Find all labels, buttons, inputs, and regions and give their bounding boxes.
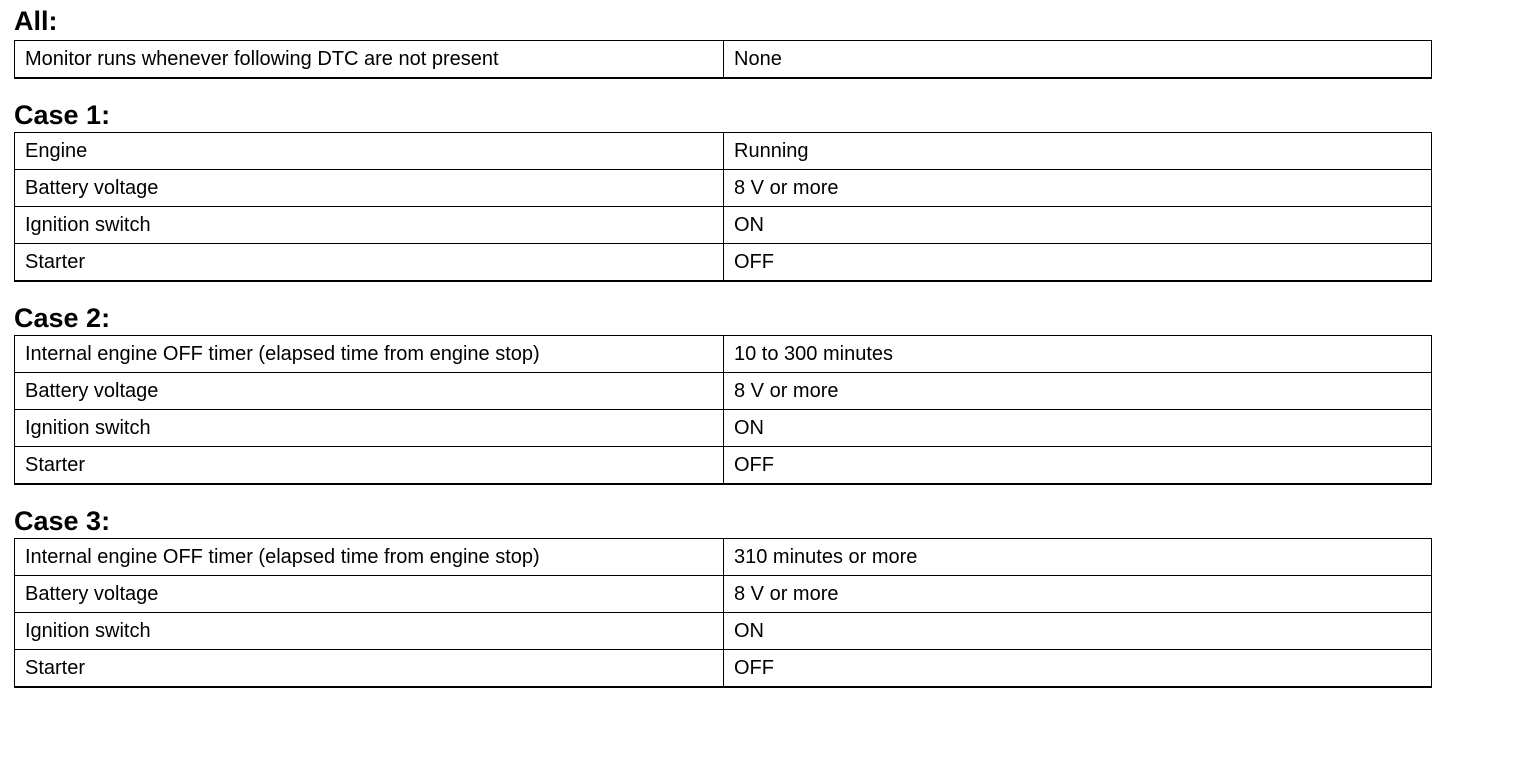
condition-label: Ignition switch bbox=[15, 207, 724, 244]
table-row bbox=[15, 133, 1432, 170]
condition-value: 8 V or more bbox=[724, 576, 1432, 613]
condition-label: Battery voltage bbox=[15, 373, 724, 410]
condition-label: Ignition switch bbox=[15, 613, 724, 650]
table-row bbox=[15, 207, 1432, 244]
document-body bbox=[14, 0, 1431, 688]
condition-value: None bbox=[724, 41, 1432, 79]
table-row bbox=[15, 244, 1432, 282]
table-row bbox=[15, 410, 1432, 447]
table-row bbox=[15, 576, 1432, 613]
section-heading-case-2: Case 2: bbox=[14, 303, 111, 333]
condition-label: Internal engine OFF timer (elapsed time from engine stop) bbox=[15, 539, 724, 576]
condition-value: OFF bbox=[724, 447, 1432, 485]
conditions-table-all bbox=[14, 40, 1432, 79]
condition-label: Engine bbox=[15, 133, 724, 170]
condition-label: Battery voltage bbox=[15, 170, 724, 207]
condition-label: Starter bbox=[15, 447, 724, 485]
table-row bbox=[15, 447, 1432, 485]
conditions-table-case-2 bbox=[14, 335, 1432, 485]
condition-label: Ignition switch bbox=[15, 410, 724, 447]
section-heading-case-1: Case 1: bbox=[14, 100, 111, 130]
table-row bbox=[15, 170, 1432, 207]
conditions-table-case-1 bbox=[14, 132, 1432, 282]
table-row bbox=[15, 650, 1432, 688]
table-row bbox=[15, 613, 1432, 650]
condition-value: ON bbox=[724, 410, 1432, 447]
condition-value: 10 to 300 minutes bbox=[724, 336, 1432, 373]
condition-label: Internal engine OFF timer (elapsed time from engine stop) bbox=[15, 336, 724, 373]
table-row bbox=[15, 373, 1432, 410]
condition-value: 8 V or more bbox=[724, 373, 1432, 410]
condition-value: 8 V or more bbox=[724, 170, 1432, 207]
condition-value: OFF bbox=[724, 650, 1432, 688]
table-row bbox=[15, 539, 1432, 576]
section-heading-all: All: bbox=[14, 6, 58, 36]
conditions-table-case-3 bbox=[14, 538, 1432, 688]
condition-value: OFF bbox=[724, 244, 1432, 282]
condition-label: Starter bbox=[15, 244, 724, 282]
condition-value: 310 minutes or more bbox=[724, 539, 1432, 576]
condition-label: Battery voltage bbox=[15, 576, 724, 613]
condition-value: ON bbox=[724, 207, 1432, 244]
table-row bbox=[15, 336, 1432, 373]
condition-label: Starter bbox=[15, 650, 724, 688]
section-heading-case-3: Case 3: bbox=[14, 506, 111, 536]
condition-value: ON bbox=[724, 613, 1432, 650]
condition-value: Running bbox=[724, 133, 1432, 170]
table-row bbox=[15, 41, 1432, 79]
condition-label: Monitor runs whenever following DTC are not present bbox=[15, 41, 724, 79]
